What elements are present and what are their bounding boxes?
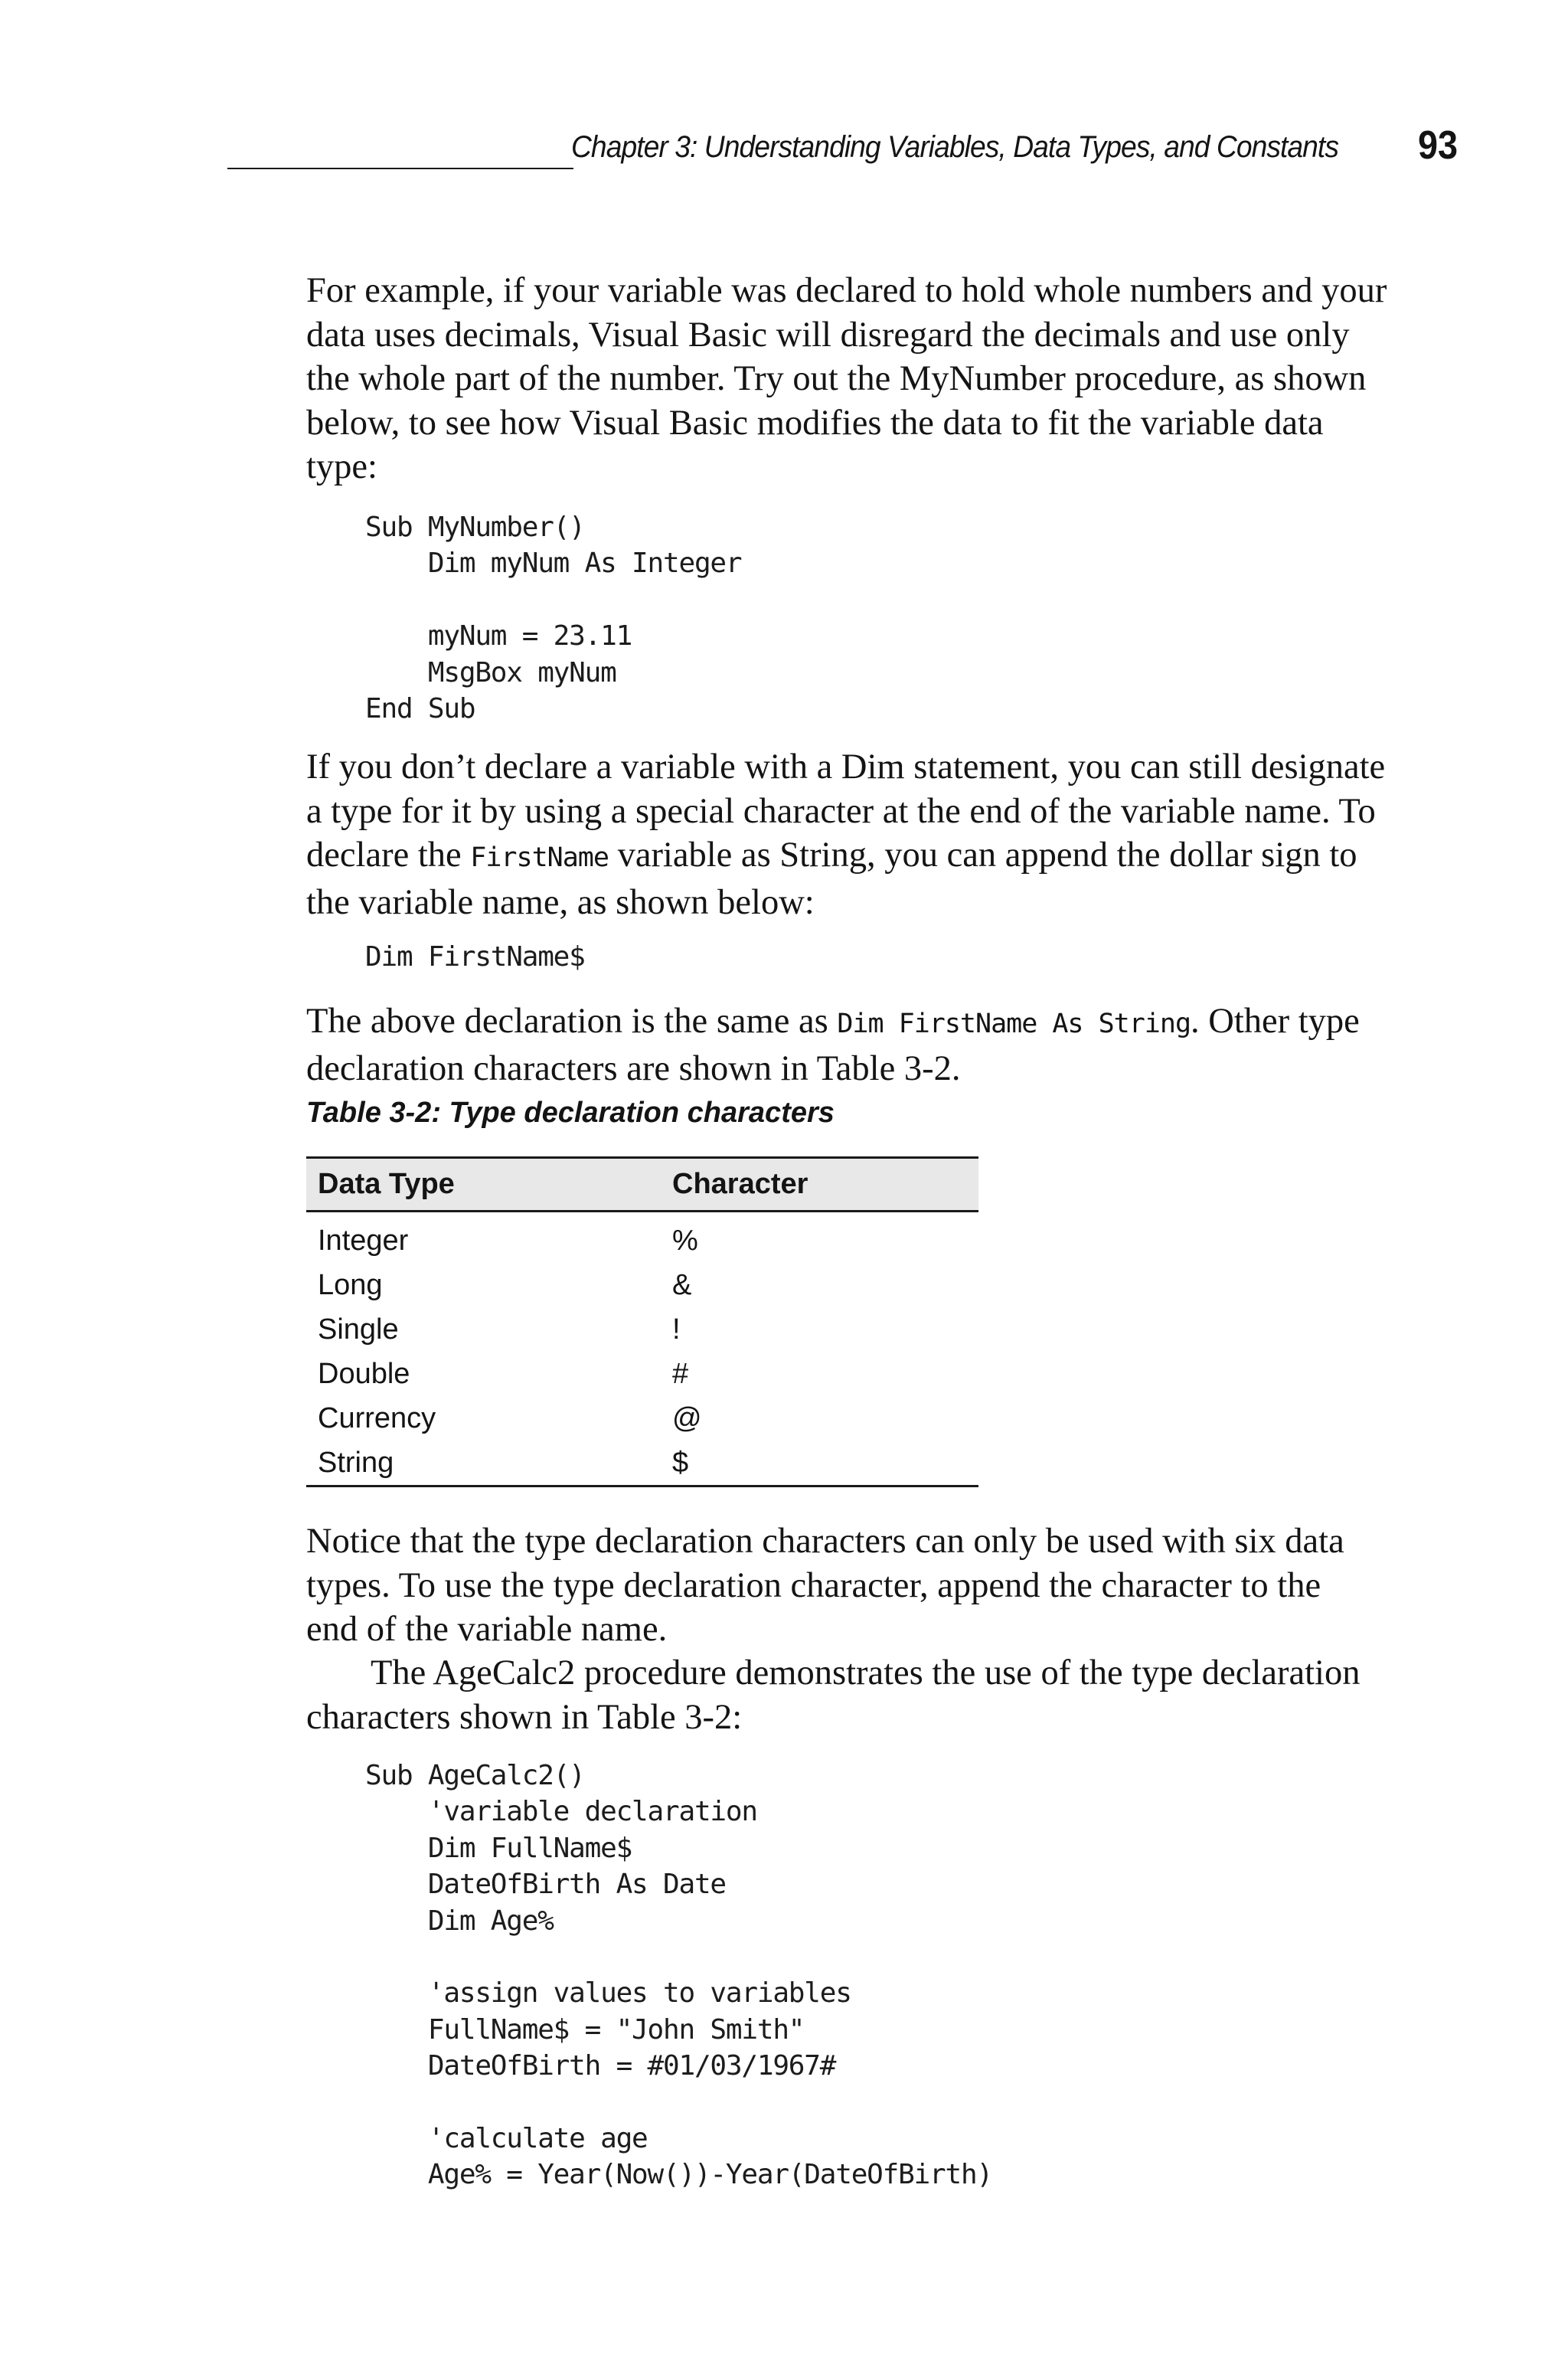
table-row <box>306 1352 978 1396</box>
cell-data-type: Long <box>318 1269 383 1301</box>
cell-character: ! <box>672 1313 681 1346</box>
cell-data-type: Integer <box>318 1225 409 1257</box>
code-block-mynumber: Sub MyNumber() Dim myNum As Integer myNum = 23.11 MsgBox myNum End Sub <box>365 512 742 725</box>
cell-data-type: Double <box>318 1358 410 1390</box>
table-row <box>306 1212 978 1264</box>
paragraph-six-data-types: Notice that the type declaration characters can only be used with six data types. To use the type declaration character, append the character to the end of the variable name. <box>306 1522 1344 1649</box>
table-row <box>306 1307 978 1352</box>
cell-data-type: Single <box>318 1313 399 1346</box>
table-header-row <box>306 1158 978 1212</box>
column-header-character: Character <box>661 1158 978 1212</box>
cell-character: $ <box>661 1441 978 1486</box>
table-row <box>306 1263 978 1307</box>
paragraph-text: If you don’t declare a variable with a Dim statement, you can still designate a type for it by using a special character at the end of the variable name. To declare the <box>306 747 1386 875</box>
running-header-title: Chapter 3: Understanding Variables, Data Types, and Constants <box>571 130 1339 164</box>
paragraph-text: . Other type declaration characters are shown in Table 3-2. <box>306 1002 1360 1088</box>
paragraph-dim-statement <box>306 745 1478 924</box>
table-row <box>306 1441 978 1486</box>
paragraph-text: variable as String, you can append the dollar sign to the variable name, as shown below: <box>306 836 1357 922</box>
paragraph-text: The AgeCalc2 procedure demonstrates the use of the type declaration characters shown in Table 3-2: <box>306 1653 1361 1737</box>
cell-character: # <box>672 1358 689 1390</box>
column-header-data-type: Data Type <box>306 1158 661 1212</box>
code-block-firstname: Dim FirstName$ <box>365 941 585 973</box>
paragraph-declaration-equivalence <box>306 999 1478 1091</box>
paragraph-agecalc2-intro <box>306 1651 1478 1739</box>
inline-code-dim-firstname-as-string: Dim FirstName As String <box>837 1009 1191 1039</box>
cell-data-type: Currency <box>318 1402 436 1434</box>
header-rule <box>227 168 573 169</box>
inline-code-firstname: FirstName <box>470 842 609 873</box>
paragraph-text: The above declaration is the same as <box>306 1002 838 1041</box>
cell-data-type: String <box>306 1441 661 1486</box>
cell-character: @ <box>672 1402 702 1434</box>
cell-character: & <box>672 1269 692 1301</box>
code-block-agecalc2: Sub AgeCalc2() 'variable declaration Dim FullName$ DateOfBirth As Date Dim Age% 'assign values to variables FullName$ = "John Smith" DateOfBirth = #01/03/1967# 'calculate age Age% = Year(Now())-Year(DateOfBirth) <box>365 1760 992 2191</box>
cell-character: % <box>672 1225 698 1257</box>
paragraph-intro: For example, if your variable was declared to hold whole numbers and your data uses decimals, Visual Basic will disregard the decimals and use only the whole part of the number. Try out the MyNumber procedure, as shown below, to see how Visual Basic modifies the data to fit the variable data type: <box>306 271 1387 486</box>
page-number: 93 <box>1418 123 1459 168</box>
table-caption: Table 3-2: Type declaration characters <box>306 1097 835 1129</box>
type-declaration-table <box>306 1156 978 1487</box>
table-row <box>306 1396 978 1441</box>
